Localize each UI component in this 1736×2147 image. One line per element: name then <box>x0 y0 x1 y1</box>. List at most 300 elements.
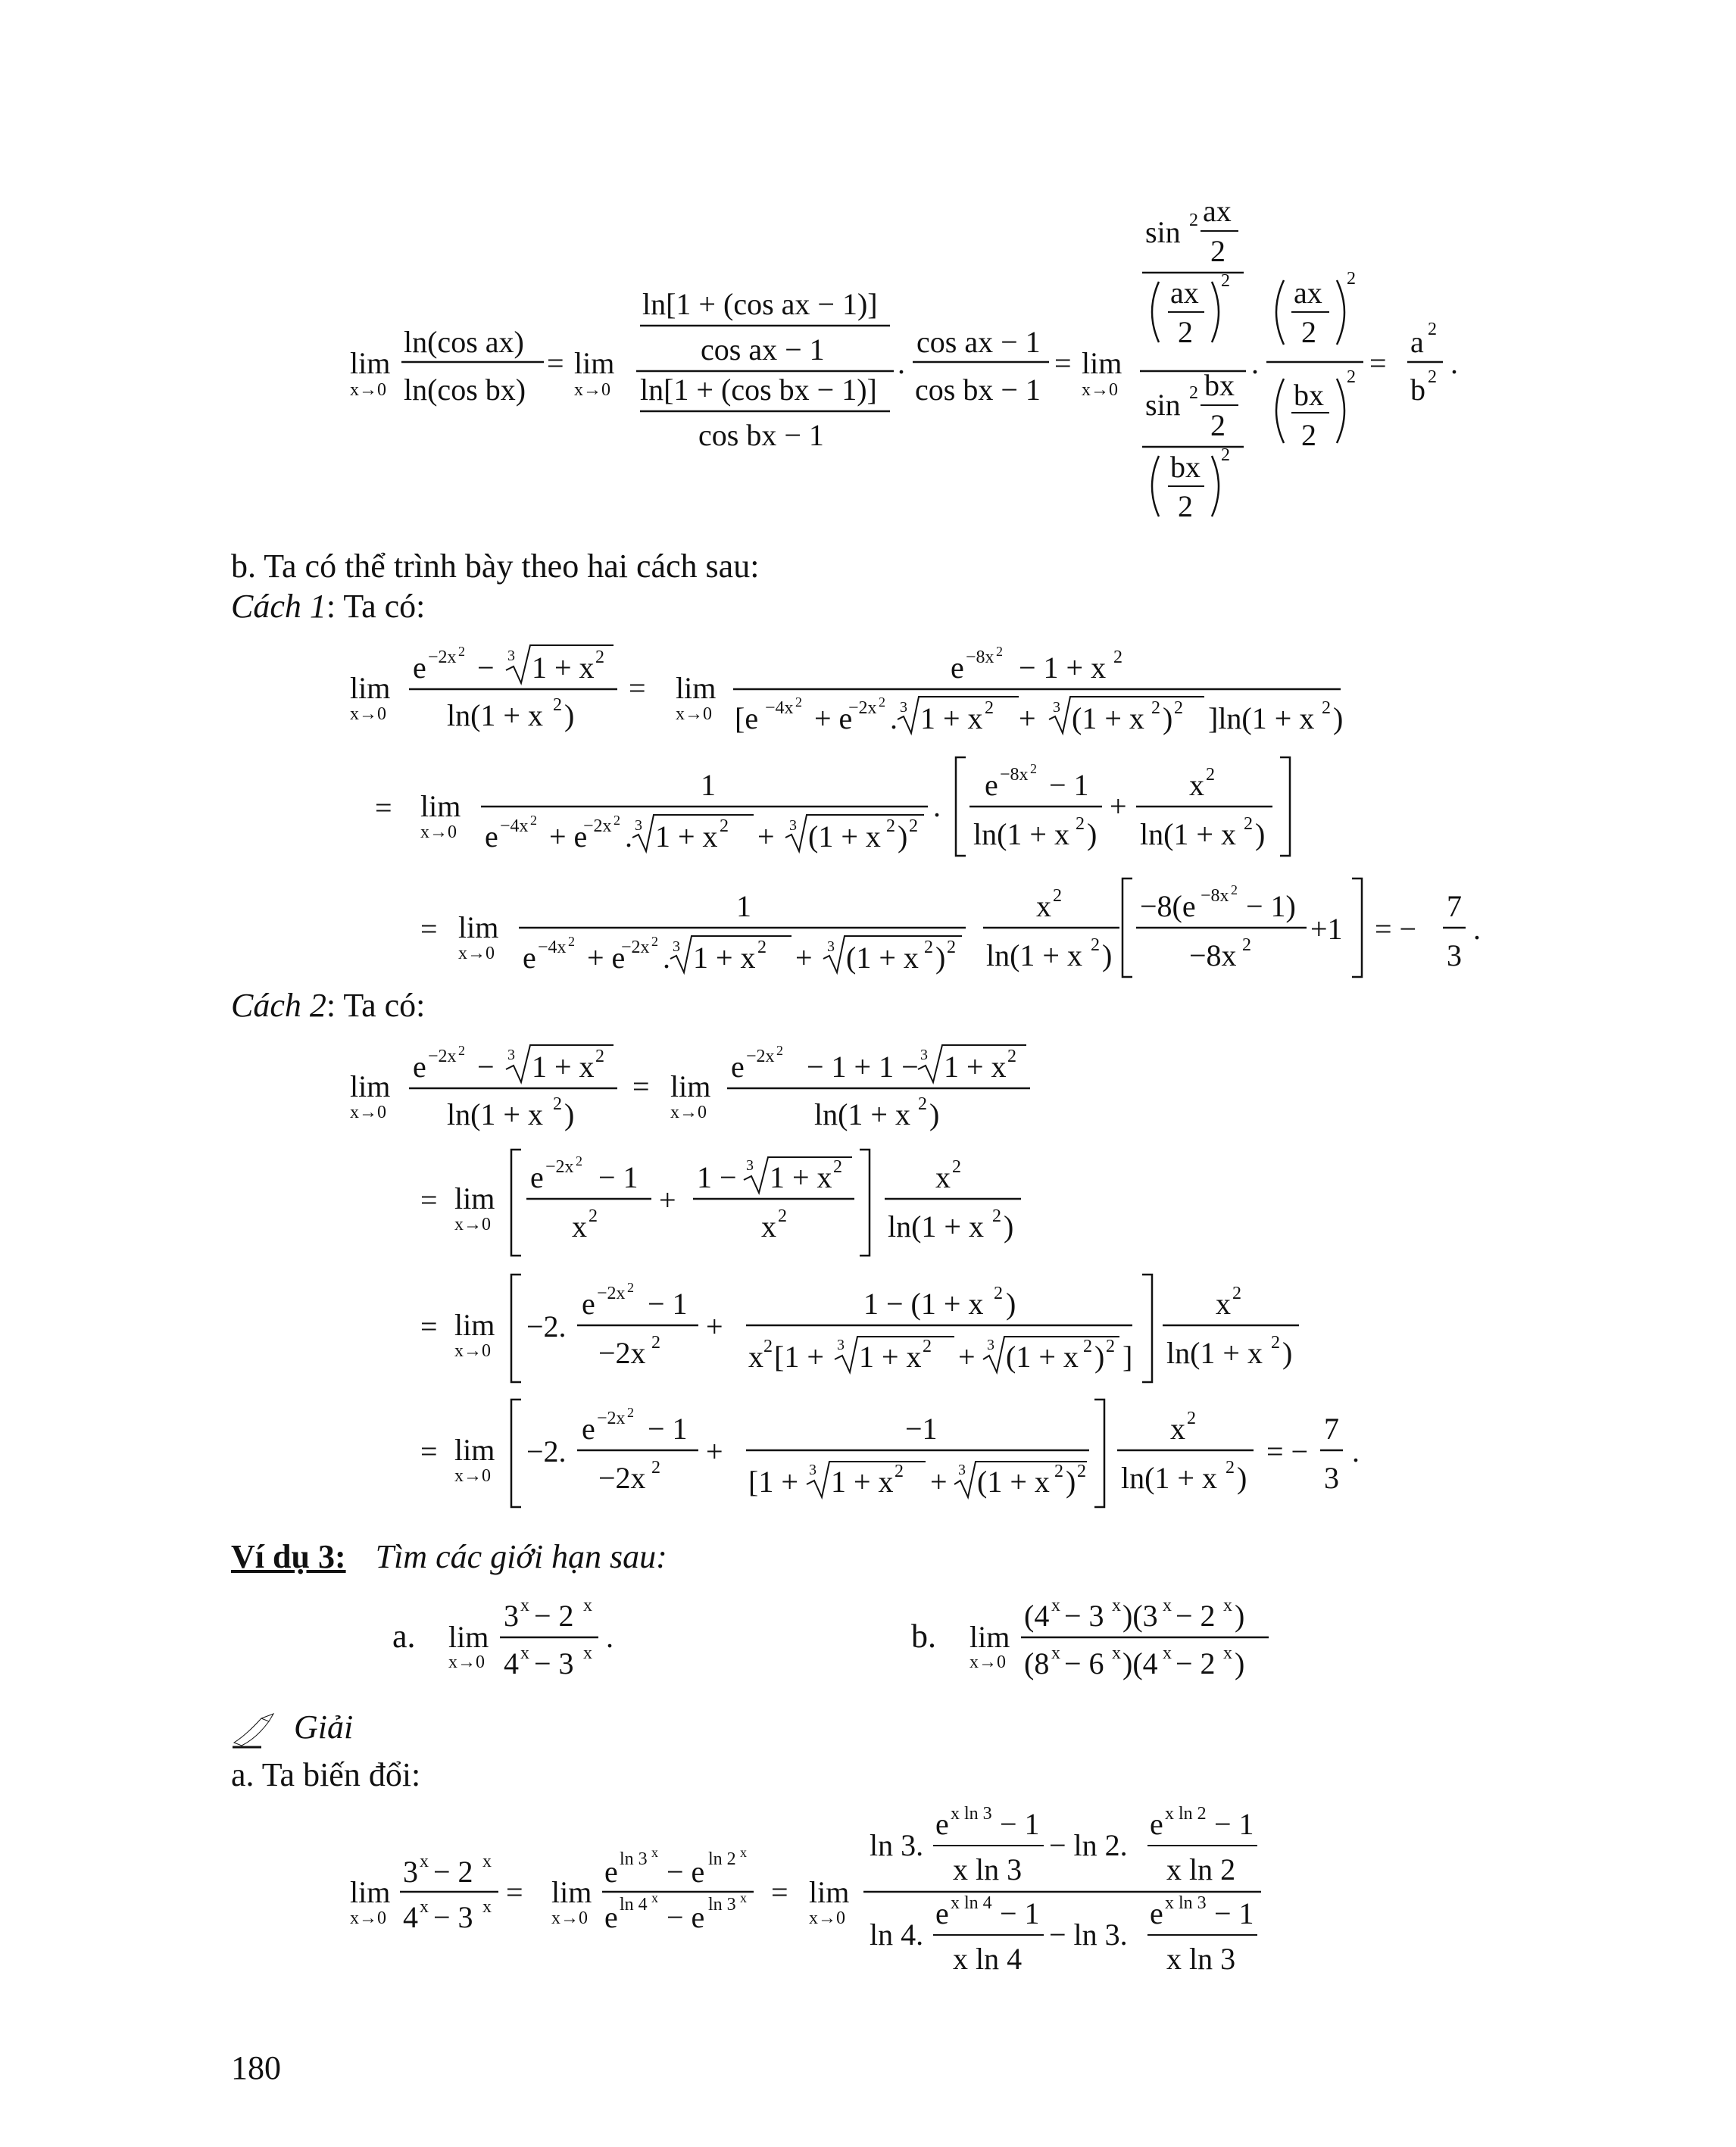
svg-text:2: 2 <box>530 813 537 828</box>
svg-text:2: 2 <box>1210 408 1226 442</box>
svg-text:2: 2 <box>1083 1337 1092 1356</box>
svg-text:2: 2 <box>627 1405 634 1420</box>
svg-text:1 + x: 1 + x <box>655 819 718 853</box>
svg-text:x→0: x→0 <box>969 1652 1006 1672</box>
svg-text:e: e <box>604 1900 618 1934</box>
svg-text:2: 2 <box>879 694 885 710</box>
svg-text:− 1: − 1 <box>1000 1807 1040 1841</box>
svg-text:2: 2 <box>886 816 895 836</box>
svg-text:cos ax − 1: cos ax − 1 <box>701 332 825 367</box>
svg-text:2: 2 <box>1151 698 1160 718</box>
svg-text:): ) <box>1006 1287 1016 1321</box>
svg-text:bx: bx <box>1204 368 1235 402</box>
svg-text:x: x <box>1051 1643 1060 1663</box>
svg-text:2: 2 <box>1242 935 1251 955</box>
svg-text:x: x <box>1051 1596 1060 1615</box>
svg-text:lim: lim <box>350 346 391 380</box>
svg-text:−2x: −2x <box>621 938 650 957</box>
cach-2-heading <box>231 986 425 1025</box>
svg-text:3: 3 <box>507 1047 515 1063</box>
svg-text:lim: lim <box>350 1069 391 1103</box>
svg-text:− 1: − 1 <box>1049 768 1089 802</box>
svg-text:ln(1 + x: ln(1 + x <box>447 1097 543 1131</box>
svg-text:1: 1 <box>736 889 751 923</box>
svg-text:2: 2 <box>1077 1462 1086 1481</box>
svg-text:− 2: − 2 <box>433 1855 473 1889</box>
svg-text:1 + x: 1 + x <box>831 1465 894 1499</box>
svg-text:2: 2 <box>1221 445 1230 465</box>
svg-text:2: 2 <box>1347 367 1356 387</box>
svg-text:.: . <box>1450 346 1458 380</box>
svg-text:2: 2 <box>1271 1333 1280 1353</box>
svg-text:sin: sin <box>1145 388 1181 422</box>
svg-text:ln 4: ln 4 <box>620 1895 648 1915</box>
svg-text:.: . <box>898 346 905 380</box>
svg-text:]: ] <box>1122 1340 1133 1374</box>
svg-text:− 3: − 3 <box>534 1646 574 1680</box>
svg-text:−2x: −2x <box>583 816 612 836</box>
part-b-intro: b. Ta có thể trình bày theo hai cách sau: <box>231 548 760 585</box>
svg-text:e: e <box>582 1287 595 1321</box>
svg-text:−2x: −2x <box>597 1284 626 1303</box>
svg-text:= −: = − <box>1266 1434 1309 1468</box>
svg-text:x: x <box>1163 1643 1172 1663</box>
svg-text:−2x: −2x <box>597 1409 626 1428</box>
solution-heading <box>231 1708 353 1749</box>
svg-text:ln 3: ln 3 <box>708 1895 736 1915</box>
svg-text:− 1: − 1 <box>598 1160 639 1194</box>
svg-text:e: e <box>935 1807 949 1841</box>
svg-text:x→0: x→0 <box>454 1215 491 1234</box>
svg-text:cos bx − 1: cos bx − 1 <box>915 373 1041 407</box>
svg-text:2: 2 <box>1178 489 1193 523</box>
svg-text:2: 2 <box>923 1337 932 1356</box>
svg-text:lim: lim <box>350 671 391 705</box>
cach-1-label: Cách 1 <box>231 588 326 625</box>
svg-text:3: 3 <box>746 1157 754 1174</box>
svg-text:2: 2 <box>947 938 956 957</box>
svg-text:2: 2 <box>757 938 767 957</box>
solution-label: Giải <box>294 1709 354 1746</box>
svg-text:.: . <box>933 789 941 823</box>
cach-1-heading <box>231 587 425 626</box>
svg-text:3: 3 <box>635 817 642 834</box>
svg-text:x: x <box>651 1845 658 1860</box>
svg-text:−2x: −2x <box>848 698 877 718</box>
svg-text:sin: sin <box>1145 215 1181 249</box>
cach-2-label: Cách 2 <box>231 987 326 1024</box>
svg-text:): ) <box>1087 817 1097 851</box>
cach-1-result <box>1443 889 1481 972</box>
svg-text:=: = <box>420 1434 438 1468</box>
svg-text:=: = <box>547 346 564 380</box>
svg-text:+ e: + e <box>549 819 588 853</box>
svg-text:x→0: x→0 <box>350 704 386 724</box>
equation-ln-cos-limit <box>0 189 1736 545</box>
svg-text:(1 + x: (1 + x <box>1072 701 1144 735</box>
svg-text:− e: − e <box>667 1855 705 1889</box>
svg-text:+: + <box>659 1183 676 1217</box>
svg-text:lim: lim <box>809 1875 850 1909</box>
svg-text:2: 2 <box>568 934 575 949</box>
svg-text:1 + x: 1 + x <box>920 701 983 735</box>
svg-text:3: 3 <box>809 1462 816 1478</box>
svg-text:): ) <box>1163 701 1173 735</box>
svg-text:+: + <box>757 819 775 853</box>
svg-text:1 + x: 1 + x <box>859 1340 922 1374</box>
svg-text:2: 2 <box>985 698 994 718</box>
svg-text:x ln 3: x ln 3 <box>1166 1942 1236 1976</box>
svg-text:x→0: x→0 <box>350 1103 386 1122</box>
writing-hand-icon <box>231 1712 276 1749</box>
svg-text:lim: lim <box>670 1069 711 1103</box>
svg-text:− 2: − 2 <box>534 1599 574 1633</box>
example-3-item-b-label: b. <box>911 1618 936 1655</box>
svg-text:e: e <box>485 819 498 853</box>
svg-text:lim: lim <box>1082 346 1122 380</box>
svg-text:x: x <box>740 1890 747 1905</box>
svg-text:2: 2 <box>1232 1284 1241 1303</box>
svg-text:2: 2 <box>924 938 933 957</box>
svg-text:2: 2 <box>614 813 620 828</box>
svg-text:2: 2 <box>833 1157 842 1177</box>
svg-text:x→0: x→0 <box>350 1908 386 1928</box>
svg-text:.: . <box>890 701 898 735</box>
svg-text:x: x <box>1163 1596 1172 1615</box>
svg-text:): ) <box>1094 1340 1105 1374</box>
svg-text:+: + <box>930 1465 948 1499</box>
svg-text:2: 2 <box>595 648 604 667</box>
svg-text:lim: lim <box>420 789 461 823</box>
svg-text:2: 2 <box>627 1280 634 1295</box>
svg-text:)(3: )(3 <box>1122 1599 1158 1633</box>
svg-text:x ln 4: x ln 4 <box>953 1942 1023 1976</box>
svg-text:): ) <box>1235 1646 1245 1680</box>
svg-text:x ln 3: x ln 3 <box>1165 1893 1207 1913</box>
svg-text:(1 + x: (1 + x <box>1006 1340 1079 1374</box>
svg-text:−2x: −2x <box>428 648 457 667</box>
svg-text:x→0: x→0 <box>670 1103 707 1122</box>
svg-text:− 2: − 2 <box>1176 1646 1216 1680</box>
svg-text:−8x: −8x <box>1000 765 1029 785</box>
svg-text:3: 3 <box>789 817 797 834</box>
svg-text:): ) <box>1235 1599 1245 1633</box>
cach-1-rest: : Ta có: <box>326 588 426 625</box>
svg-text:]ln(1 + x: ]ln(1 + x <box>1208 701 1315 735</box>
svg-text:e: e <box>413 1050 426 1084</box>
svg-text:.: . <box>625 819 632 853</box>
svg-text:2: 2 <box>1054 1462 1063 1481</box>
svg-text:2: 2 <box>1210 234 1226 268</box>
svg-text:2: 2 <box>1053 886 1062 906</box>
svg-text:=: = <box>1369 346 1387 380</box>
svg-text:): ) <box>564 1097 575 1131</box>
svg-text:x ln 2: x ln 2 <box>1166 1852 1236 1886</box>
svg-text:x→0: x→0 <box>551 1908 588 1928</box>
svg-text:− 1: − 1 <box>648 1412 688 1446</box>
svg-text:+: + <box>706 1309 723 1343</box>
svg-text:x→0: x→0 <box>458 944 495 963</box>
svg-text:ln(1 + x: ln(1 + x <box>1166 1336 1263 1370</box>
svg-text:2: 2 <box>918 1094 927 1114</box>
svg-text:x: x <box>1170 1412 1185 1446</box>
svg-text:2: 2 <box>1106 1337 1115 1356</box>
svg-text:2: 2 <box>1187 1409 1196 1428</box>
svg-text:−: − <box>477 651 495 685</box>
svg-text:+: + <box>1110 789 1127 823</box>
svg-text:2: 2 <box>651 1458 660 1478</box>
svg-text:1: 1 <box>701 768 716 802</box>
svg-text:−8x: −8x <box>1201 886 1229 906</box>
svg-text:2: 2 <box>763 1337 773 1356</box>
svg-text:−2.: −2. <box>526 1309 567 1343</box>
svg-text:2: 2 <box>895 1462 904 1481</box>
svg-text:2: 2 <box>458 1043 465 1058</box>
svg-text:2: 2 <box>952 1157 961 1177</box>
svg-text:−1: −1 <box>905 1412 938 1446</box>
svg-text:2: 2 <box>1231 882 1238 897</box>
svg-text:− 2: − 2 <box>1176 1599 1216 1633</box>
svg-text:2: 2 <box>1007 1047 1016 1066</box>
svg-text:2: 2 <box>994 1284 1003 1303</box>
svg-text:2: 2 <box>776 1043 783 1058</box>
svg-text:e: e <box>413 651 426 685</box>
svg-text:x→0: x→0 <box>420 822 457 842</box>
svg-text:lim: lim <box>458 910 499 944</box>
svg-text:1 − (1 + x: 1 − (1 + x <box>863 1287 984 1321</box>
svg-text:1 + x: 1 + x <box>770 1160 832 1194</box>
svg-text:lim: lim <box>350 1875 391 1909</box>
svg-text:.: . <box>606 1620 614 1654</box>
svg-text:2: 2 <box>992 1206 1001 1226</box>
cach-2-rest: : Ta có: <box>326 987 426 1024</box>
svg-text:e: e <box>951 651 964 685</box>
svg-text:ln(1 + x: ln(1 + x <box>1140 817 1236 851</box>
svg-text:2: 2 <box>1113 648 1122 667</box>
svg-text:): ) <box>1255 817 1266 851</box>
svg-text:e: e <box>1150 1896 1163 1930</box>
example-3-prompt: Tìm các giới hạn sau: <box>375 1538 667 1575</box>
svg-text:lim: lim <box>551 1875 592 1909</box>
svg-text:=: = <box>420 1309 438 1343</box>
svg-text:e: e <box>731 1050 745 1084</box>
svg-text:ln(1 + x: ln(1 + x <box>814 1097 910 1131</box>
svg-text:2: 2 <box>996 644 1003 659</box>
svg-text:2: 2 <box>1322 698 1331 718</box>
svg-text:2: 2 <box>1301 315 1316 349</box>
svg-text:(1 + x: (1 + x <box>846 941 919 975</box>
svg-text:− ln 3.: − ln 3. <box>1049 1918 1128 1952</box>
svg-text:3: 3 <box>504 1599 519 1633</box>
svg-text:7: 7 <box>1324 1412 1339 1446</box>
cach-2-result <box>1320 1412 1360 1495</box>
svg-text:.: . <box>1352 1434 1360 1468</box>
svg-text:1 + x: 1 + x <box>693 941 756 975</box>
svg-text:x: x <box>1036 889 1051 923</box>
svg-text:lim: lim <box>676 671 717 705</box>
example-3-items <box>0 1583 1736 1696</box>
svg-text:x→0: x→0 <box>676 704 712 724</box>
svg-text:2: 2 <box>1030 761 1037 776</box>
svg-text:ln 3.: ln 3. <box>870 1828 924 1862</box>
svg-text:2: 2 <box>576 1153 582 1169</box>
svg-text:=: = <box>629 671 646 705</box>
svg-text:2: 2 <box>1221 271 1230 291</box>
svg-text:−2x: −2x <box>598 1336 646 1370</box>
svg-text:cos ax − 1: cos ax − 1 <box>916 325 1041 359</box>
svg-text:ln 3: ln 3 <box>620 1849 648 1869</box>
svg-text:a: a <box>1410 325 1424 359</box>
svg-text:x→0: x→0 <box>809 1908 845 1928</box>
svg-text:): ) <box>1333 701 1344 735</box>
svg-text:7: 7 <box>1447 889 1462 923</box>
svg-text:2: 2 <box>1076 814 1085 834</box>
svg-text:=: = <box>506 1875 523 1909</box>
svg-text:3: 3 <box>837 1337 845 1353</box>
svg-text:3: 3 <box>987 1337 994 1353</box>
svg-text:−4x: −4x <box>500 816 529 836</box>
svg-text:3: 3 <box>673 938 680 955</box>
solution-step-a: a. Ta biến đổi: <box>231 1756 421 1793</box>
svg-text:ln(1 + x: ln(1 + x <box>447 698 543 732</box>
svg-text:x: x <box>520 1596 529 1615</box>
svg-text:e: e <box>523 941 536 975</box>
svg-text:− 1: − 1 <box>648 1287 688 1321</box>
svg-text:): ) <box>1282 1336 1293 1370</box>
svg-text:): ) <box>935 941 946 975</box>
svg-text:x: x <box>651 1890 658 1905</box>
svg-text:x: x <box>583 1643 592 1663</box>
svg-text:−2x: −2x <box>598 1461 646 1495</box>
svg-text:.: . <box>1473 912 1481 946</box>
svg-text:lim: lim <box>574 346 615 380</box>
svg-text:1 + x: 1 + x <box>532 1050 595 1084</box>
svg-text:2: 2 <box>1189 211 1198 230</box>
svg-text:): ) <box>929 1097 940 1131</box>
svg-text:2: 2 <box>778 1206 787 1226</box>
svg-text:2: 2 <box>909 816 918 836</box>
svg-text:−2x: −2x <box>746 1047 775 1066</box>
svg-text:1 + x: 1 + x <box>944 1050 1007 1084</box>
svg-text:ax: ax <box>1170 276 1199 310</box>
svg-text:x: x <box>1189 768 1204 802</box>
svg-text:lim: lim <box>454 1181 495 1215</box>
svg-text:3: 3 <box>958 1462 966 1478</box>
svg-text:=: = <box>771 1875 788 1909</box>
svg-text:− 6: − 6 <box>1064 1646 1104 1680</box>
example-3-heading <box>231 1537 667 1576</box>
svg-text:2: 2 <box>795 694 802 710</box>
svg-text:=: = <box>1054 346 1072 380</box>
svg-text:(4: (4 <box>1024 1599 1050 1633</box>
svg-text:−: − <box>477 1050 495 1084</box>
svg-text:e: e <box>582 1412 595 1446</box>
svg-text:): ) <box>564 698 575 732</box>
svg-text:x: x <box>420 1897 429 1917</box>
svg-text:e: e <box>604 1855 618 1889</box>
svg-text:(1 + x: (1 + x <box>808 819 881 853</box>
svg-text:2: 2 <box>1206 765 1215 785</box>
svg-text:): ) <box>1237 1461 1247 1495</box>
svg-text:ln 2: ln 2 <box>708 1849 736 1869</box>
svg-text:− 3: − 3 <box>1064 1599 1104 1633</box>
svg-text:2: 2 <box>1428 320 1437 339</box>
svg-text:ln(cos ax): ln(cos ax) <box>404 325 524 359</box>
svg-text:3: 3 <box>403 1855 418 1889</box>
svg-text:x→0: x→0 <box>454 1466 491 1486</box>
equation-cach-1 <box>0 636 1736 985</box>
svg-text:3: 3 <box>1447 938 1462 972</box>
svg-text:[e: [e <box>735 701 759 735</box>
svg-text:b: b <box>1410 373 1425 407</box>
svg-text:x→0: x→0 <box>574 380 610 400</box>
svg-text:): ) <box>1004 1209 1014 1244</box>
svg-text:x: x <box>935 1160 951 1194</box>
svg-text:2: 2 <box>1301 418 1316 452</box>
svg-text:)(4: )(4 <box>1122 1646 1158 1680</box>
svg-text:3: 3 <box>507 648 515 664</box>
svg-text:2: 2 <box>553 695 562 715</box>
svg-text:−4x: −4x <box>538 938 567 957</box>
svg-text:2: 2 <box>651 1333 660 1353</box>
svg-text:x→0: x→0 <box>350 380 386 400</box>
svg-text:x: x <box>748 1340 763 1374</box>
svg-text:[1 +: [1 + <box>748 1465 798 1499</box>
svg-text:lim: lim <box>448 1620 489 1654</box>
svg-text:x→0: x→0 <box>448 1652 485 1672</box>
svg-text:−8x: −8x <box>1189 938 1237 972</box>
svg-text:3: 3 <box>920 1047 928 1063</box>
svg-text:2: 2 <box>1347 269 1356 289</box>
svg-text:ln(cos bx): ln(cos bx) <box>404 373 526 407</box>
svg-text:x→0: x→0 <box>1082 380 1118 400</box>
svg-text:2: 2 <box>458 644 465 659</box>
svg-text:(1 + x: (1 + x <box>977 1465 1050 1499</box>
svg-text:(8: (8 <box>1024 1646 1050 1680</box>
svg-text:x: x <box>1223 1596 1232 1615</box>
example-3-item-a-label: a. <box>392 1618 416 1655</box>
svg-text:.: . <box>663 941 670 975</box>
svg-text:x ln 3: x ln 3 <box>953 1852 1023 1886</box>
svg-text:cos bx − 1: cos bx − 1 <box>698 418 824 452</box>
svg-text:− 1: − 1 <box>1000 1896 1040 1930</box>
svg-text:ln(1 + x: ln(1 + x <box>1121 1461 1217 1495</box>
svg-text:2: 2 <box>1174 698 1183 718</box>
svg-text:−2x: −2x <box>545 1157 574 1177</box>
svg-text:+: + <box>795 941 813 975</box>
svg-text:x: x <box>1216 1287 1231 1321</box>
svg-text:[1 +: [1 + <box>774 1340 824 1374</box>
svg-text:lim: lim <box>969 1620 1010 1654</box>
svg-text:x: x <box>583 1596 592 1615</box>
svg-text:): ) <box>1066 1465 1076 1499</box>
svg-text:− ln 2.: − ln 2. <box>1049 1828 1128 1862</box>
svg-text:x: x <box>482 1897 492 1917</box>
svg-text:1 + x: 1 + x <box>532 651 595 685</box>
svg-text:ln[1 + (cos ax − 1)]: ln[1 + (cos ax − 1)] <box>642 287 878 321</box>
svg-text:lim: lim <box>454 1433 495 1467</box>
svg-text:+: + <box>1019 701 1036 735</box>
svg-text:2: 2 <box>1178 315 1193 349</box>
svg-text:− 1): − 1) <box>1246 889 1296 923</box>
svg-text:e: e <box>935 1896 949 1930</box>
svg-text:2: 2 <box>595 1047 604 1066</box>
svg-text:2: 2 <box>1244 814 1253 834</box>
svg-text:x ln 2: x ln 2 <box>1165 1804 1207 1824</box>
svg-text:x: x <box>761 1209 776 1244</box>
svg-text:2: 2 <box>589 1206 598 1226</box>
svg-text:): ) <box>1102 938 1113 972</box>
